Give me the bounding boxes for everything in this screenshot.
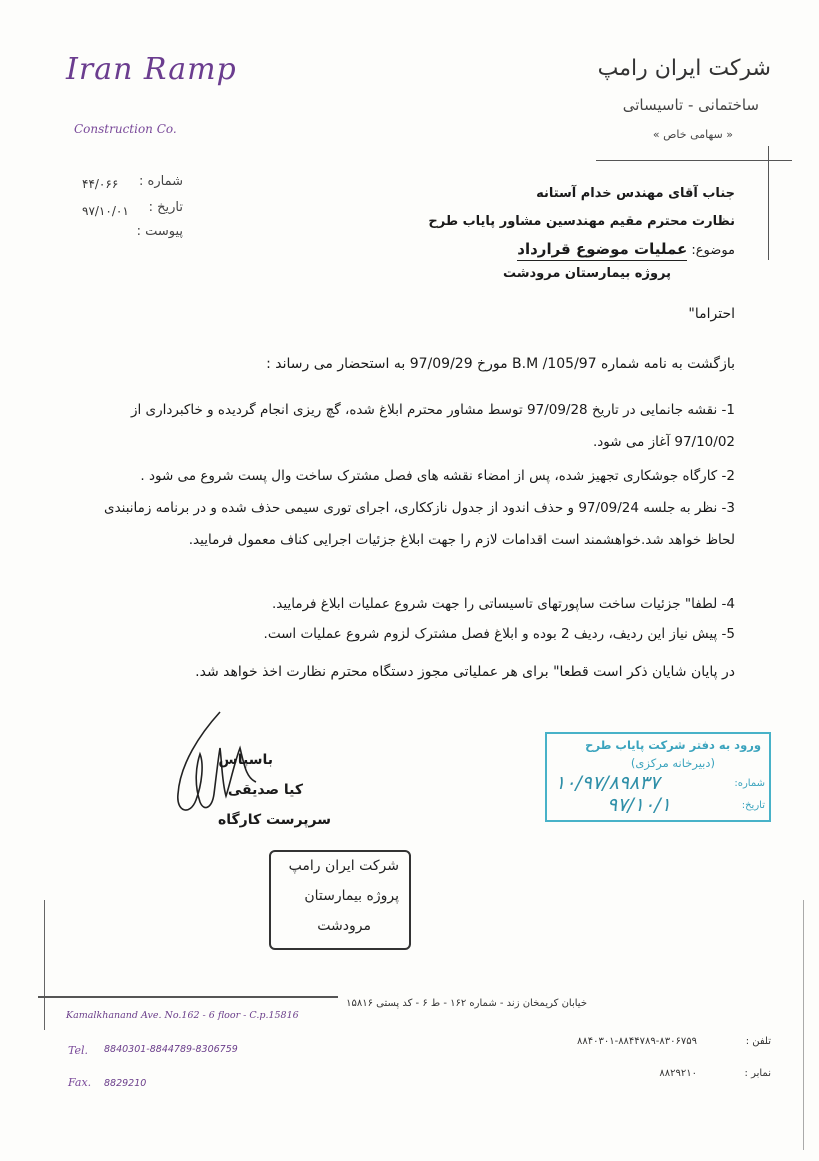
- tel-persian: ۸۸۴۰۳۰۱-۸۸۴۴۷۸۹-۸۳۰۶۷۵۹: [576, 1036, 697, 1047]
- signature-thanks: باسپاس: [218, 752, 273, 768]
- logo-english: Iran Ramp: [66, 52, 237, 87]
- fax-label-persian: نمابر :: [744, 1068, 771, 1079]
- subject-line: [517, 240, 735, 258]
- list-item-number: 2-: [721, 468, 735, 484]
- recipient-line-1: جناب آقای مهندس خدام آستانه: [536, 186, 735, 201]
- list-item: [95, 588, 735, 620]
- received-stamp-number-label: شماره:: [734, 778, 765, 789]
- number-value: ۴۴/۰۶۶: [82, 177, 119, 191]
- subject-value: عملیات موضوع قرارداد: [517, 240, 687, 261]
- recipient-line-2: نظارت محترم مقیم مهندسین مشاور پایاب طرح: [428, 214, 735, 229]
- company-type-fa: ساختمانی - تاسیساتی: [622, 96, 759, 114]
- intro-paragraph: بازگشت به نامه شماره B.M /105/97 مورخ 97/09/29 به استحضار می رساند :: [266, 356, 735, 372]
- list-item: [95, 618, 735, 650]
- list-item: [95, 460, 735, 492]
- received-stamp-line2: (دبیرخانه مرکزی): [630, 756, 715, 770]
- received-stamp-date-label: تاریخ:: [741, 800, 765, 811]
- list-item-text: پیش نیاز این ردیف، ردیف 2 بوده و ابلاغ فصل مشترک لزوم شروع عملیات است.: [263, 626, 718, 642]
- list-item-number: 5-: [721, 626, 735, 642]
- received-stamp-line1: ورود به دفتر شرکت پایاب طرح: [585, 738, 761, 752]
- closing-paragraph: در پایان شایان ذکر است قطعا" برای هر عملیاتی مجوز دستگاه محترم نظارت اخذ خواهد شد.: [195, 664, 735, 680]
- fax-english: 8829210: [104, 1078, 147, 1089]
- tel-label-persian: تلفن :: [745, 1036, 771, 1047]
- company-stamp-line2: پروژه بیمارستان: [304, 888, 399, 904]
- footer-divider: [38, 996, 338, 998]
- tel-label-english: Tel.: [68, 1044, 89, 1057]
- company-form-fa: « سهامی خاص »: [652, 128, 733, 141]
- list-item-number: 1-: [721, 402, 735, 418]
- project-name: پروژه بیمارستان مرودشت: [502, 266, 671, 281]
- list-item: [95, 394, 735, 458]
- company-name-fa: شرکت ایران رامپ: [597, 56, 771, 81]
- company-stamp: [269, 850, 411, 950]
- list-item-text: نقشه جانمایی در تاریخ 97/09/28 توسط مشاور محترم ابلاغ شده، گچ ریزی انجام گردیده و خاکبرداری از 97/10/02 آغاز می شود.: [130, 402, 735, 450]
- fax-persian: ۸۸۲۹۲۱۰: [659, 1068, 697, 1079]
- date-label: تاریخ :: [148, 200, 183, 215]
- list-item-text: لطفا" جزئیات ساخت ساپورتهای تاسیساتی را جهت شروع عملیات ابلاغ فرمایید.: [272, 596, 718, 612]
- logo-english-subtitle: Construction Co.: [74, 122, 177, 136]
- address-english: Kamalkhanand Ave. No.162 - 6 floor - C.p.15816: [66, 1010, 299, 1021]
- list-item-number: 4-: [721, 596, 735, 612]
- address-persian: خیابان کریمخان زند - شماره ۱۶۲ - ط ۶ - کد پستی ۱۵۸۱۶: [346, 998, 587, 1009]
- page-edge-line: [803, 900, 804, 1150]
- company-stamp-line3: مرودشت: [317, 918, 371, 934]
- date-value: ۹۷/۱۰/۰۱: [82, 204, 129, 218]
- list-item: [95, 492, 735, 556]
- subject-label: موضوع:: [691, 243, 735, 258]
- attachment-label: پیوست :: [136, 224, 183, 239]
- number-label: شماره :: [139, 174, 183, 189]
- list-item-text: نظر به جلسه 97/09/24 و حذف اندود از جدول نازککاری، اجرای توری سیمی حذف شده و در برنامه زمانبندی لحاظ خواهد شد.خواهشمند است اقدامات لازم را جهت ابلاغ جزئیات اجرایی کناف معمول فرمایید.: [104, 500, 735, 548]
- header-divider: [596, 160, 792, 161]
- company-stamp-line1: شرکت ایران رامپ: [288, 858, 399, 874]
- tel-english: 8840301-8844789-8306759: [104, 1044, 238, 1055]
- list-item-number: 3-: [721, 500, 735, 516]
- footer-vertical-line: [44, 900, 45, 1030]
- received-stamp: [545, 732, 771, 822]
- received-stamp-number: ۱۰/۹۷/۸۹۸۳۷: [555, 772, 660, 794]
- header-vertical-divider: [768, 146, 769, 260]
- fax-label-english: Fax.: [68, 1076, 92, 1089]
- list-item-text: کارگاه جوشکاری تجهیز شده، پس از امضاء نقشه های فصل مشترک ساخت وال پست شروع می شود .: [140, 468, 718, 484]
- signer-name: کیا صدیقی: [227, 782, 303, 798]
- signer-title: سرپرست کارگاه: [217, 812, 331, 828]
- greeting: احتراما": [688, 306, 735, 322]
- received-stamp-date: ۹۷/۱۰/۱: [607, 794, 671, 816]
